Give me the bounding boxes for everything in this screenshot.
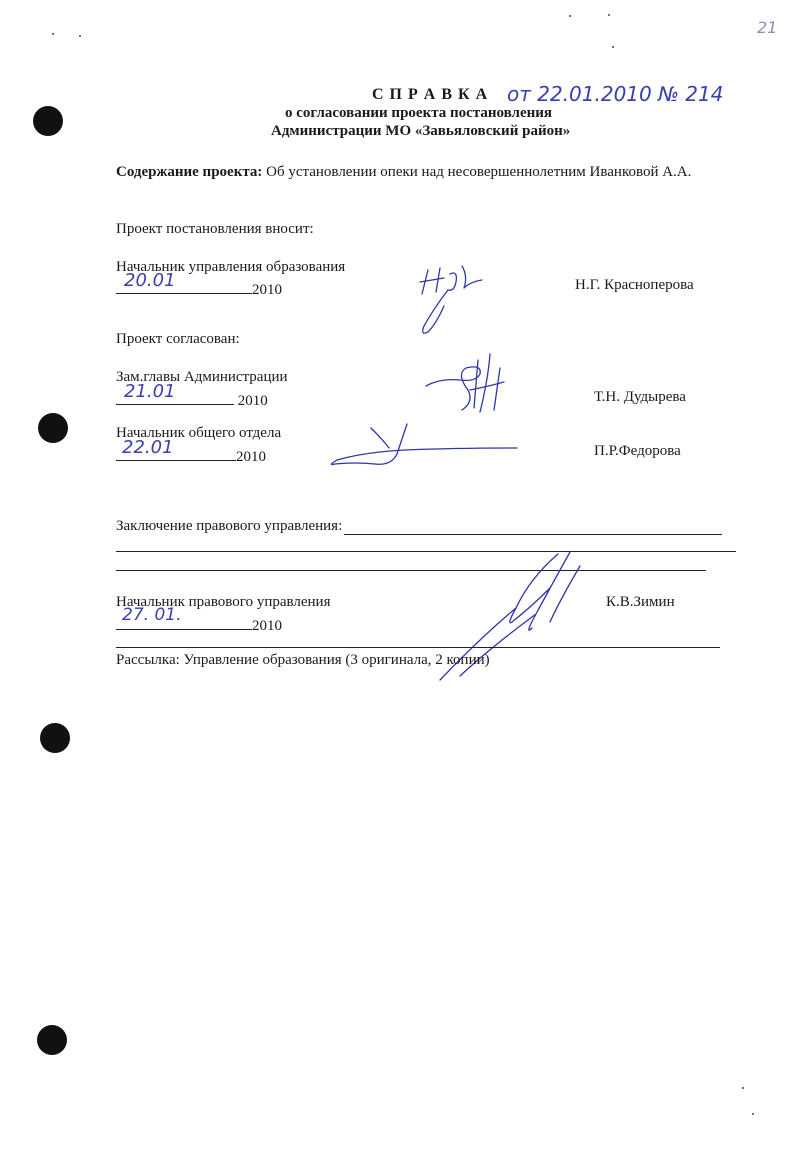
submitter-position: Начальник управления образования <box>116 259 346 275</box>
conclusion-line <box>116 570 706 571</box>
project-content-text: Об установлении опеки над несовершеннолетним Иванковой А.А. <box>266 164 692 180</box>
agreed-year-2: 2010 <box>236 449 266 465</box>
document-title: С П Р А В К А <box>372 86 489 103</box>
distribution-list: Рассылка: Управление образования (3 оригинала, 2 копии) <box>116 652 490 668</box>
legal-position: Начальник правового управления <box>116 594 331 610</box>
signature-dudyreva <box>420 350 520 420</box>
title-line-3: Администрации МО «Завьяловский район» <box>271 123 571 139</box>
punch-hole <box>33 106 63 136</box>
agreed-year-1: 2010 <box>237 393 268 409</box>
handwritten-reference: от 22.01.2010 № 214 <box>507 82 724 106</box>
project-content-label: Содержание проекта: <box>116 164 263 180</box>
punch-hole <box>38 413 68 443</box>
submitted-heading: Проект постановления вносит: <box>116 221 314 237</box>
agreed-date-2-handwritten: 22.01 <box>122 437 174 458</box>
agreed-position-1: Зам.главы Администрации <box>116 369 288 385</box>
submitter-date <box>116 270 282 299</box>
signature-fedorova <box>325 418 525 473</box>
agreed-position-2: Начальник общего отдела <box>116 425 282 441</box>
agreed-name-2: П.Р.Федорова <box>594 443 681 459</box>
agreed-date-1 <box>116 381 268 410</box>
agreed-date-1-handwritten: 21.01 <box>124 381 176 402</box>
title-line-2: о согласовании проекта постановления <box>285 105 553 121</box>
punch-hole <box>37 1025 67 1055</box>
conclusion-line <box>344 534 722 535</box>
corner-page-note: 21 <box>757 18 778 37</box>
agreed-heading: Проект согласован: <box>116 331 240 347</box>
submitter-year: 2010 <box>252 282 282 298</box>
scan-speck <box>612 46 614 48</box>
legal-conclusion-label: Заключение правового управления: <box>116 518 343 534</box>
scan-speck <box>742 1087 744 1089</box>
project-content <box>116 163 691 181</box>
bottom-rule <box>116 647 720 648</box>
submitter-date-handwritten: 20.01 <box>124 270 176 291</box>
scan-speck <box>752 1113 754 1115</box>
legal-date <box>116 605 282 635</box>
signature-krasnoperova <box>410 262 500 342</box>
legal-date-handwritten: 27. 01. <box>122 605 182 625</box>
legal-name: К.В.Зимин <box>606 594 675 610</box>
legal-year: 2010 <box>252 618 282 634</box>
scan-speck <box>79 35 81 37</box>
scan-speck <box>52 33 54 35</box>
scan-speck <box>608 14 610 16</box>
submitter-name: Н.Г. Красноперова <box>575 277 694 293</box>
agreed-name-1: Т.Н. Дудырева <box>594 389 686 405</box>
punch-hole <box>40 723 70 753</box>
scan-speck <box>569 15 571 17</box>
agreed-date-2 <box>116 437 266 466</box>
